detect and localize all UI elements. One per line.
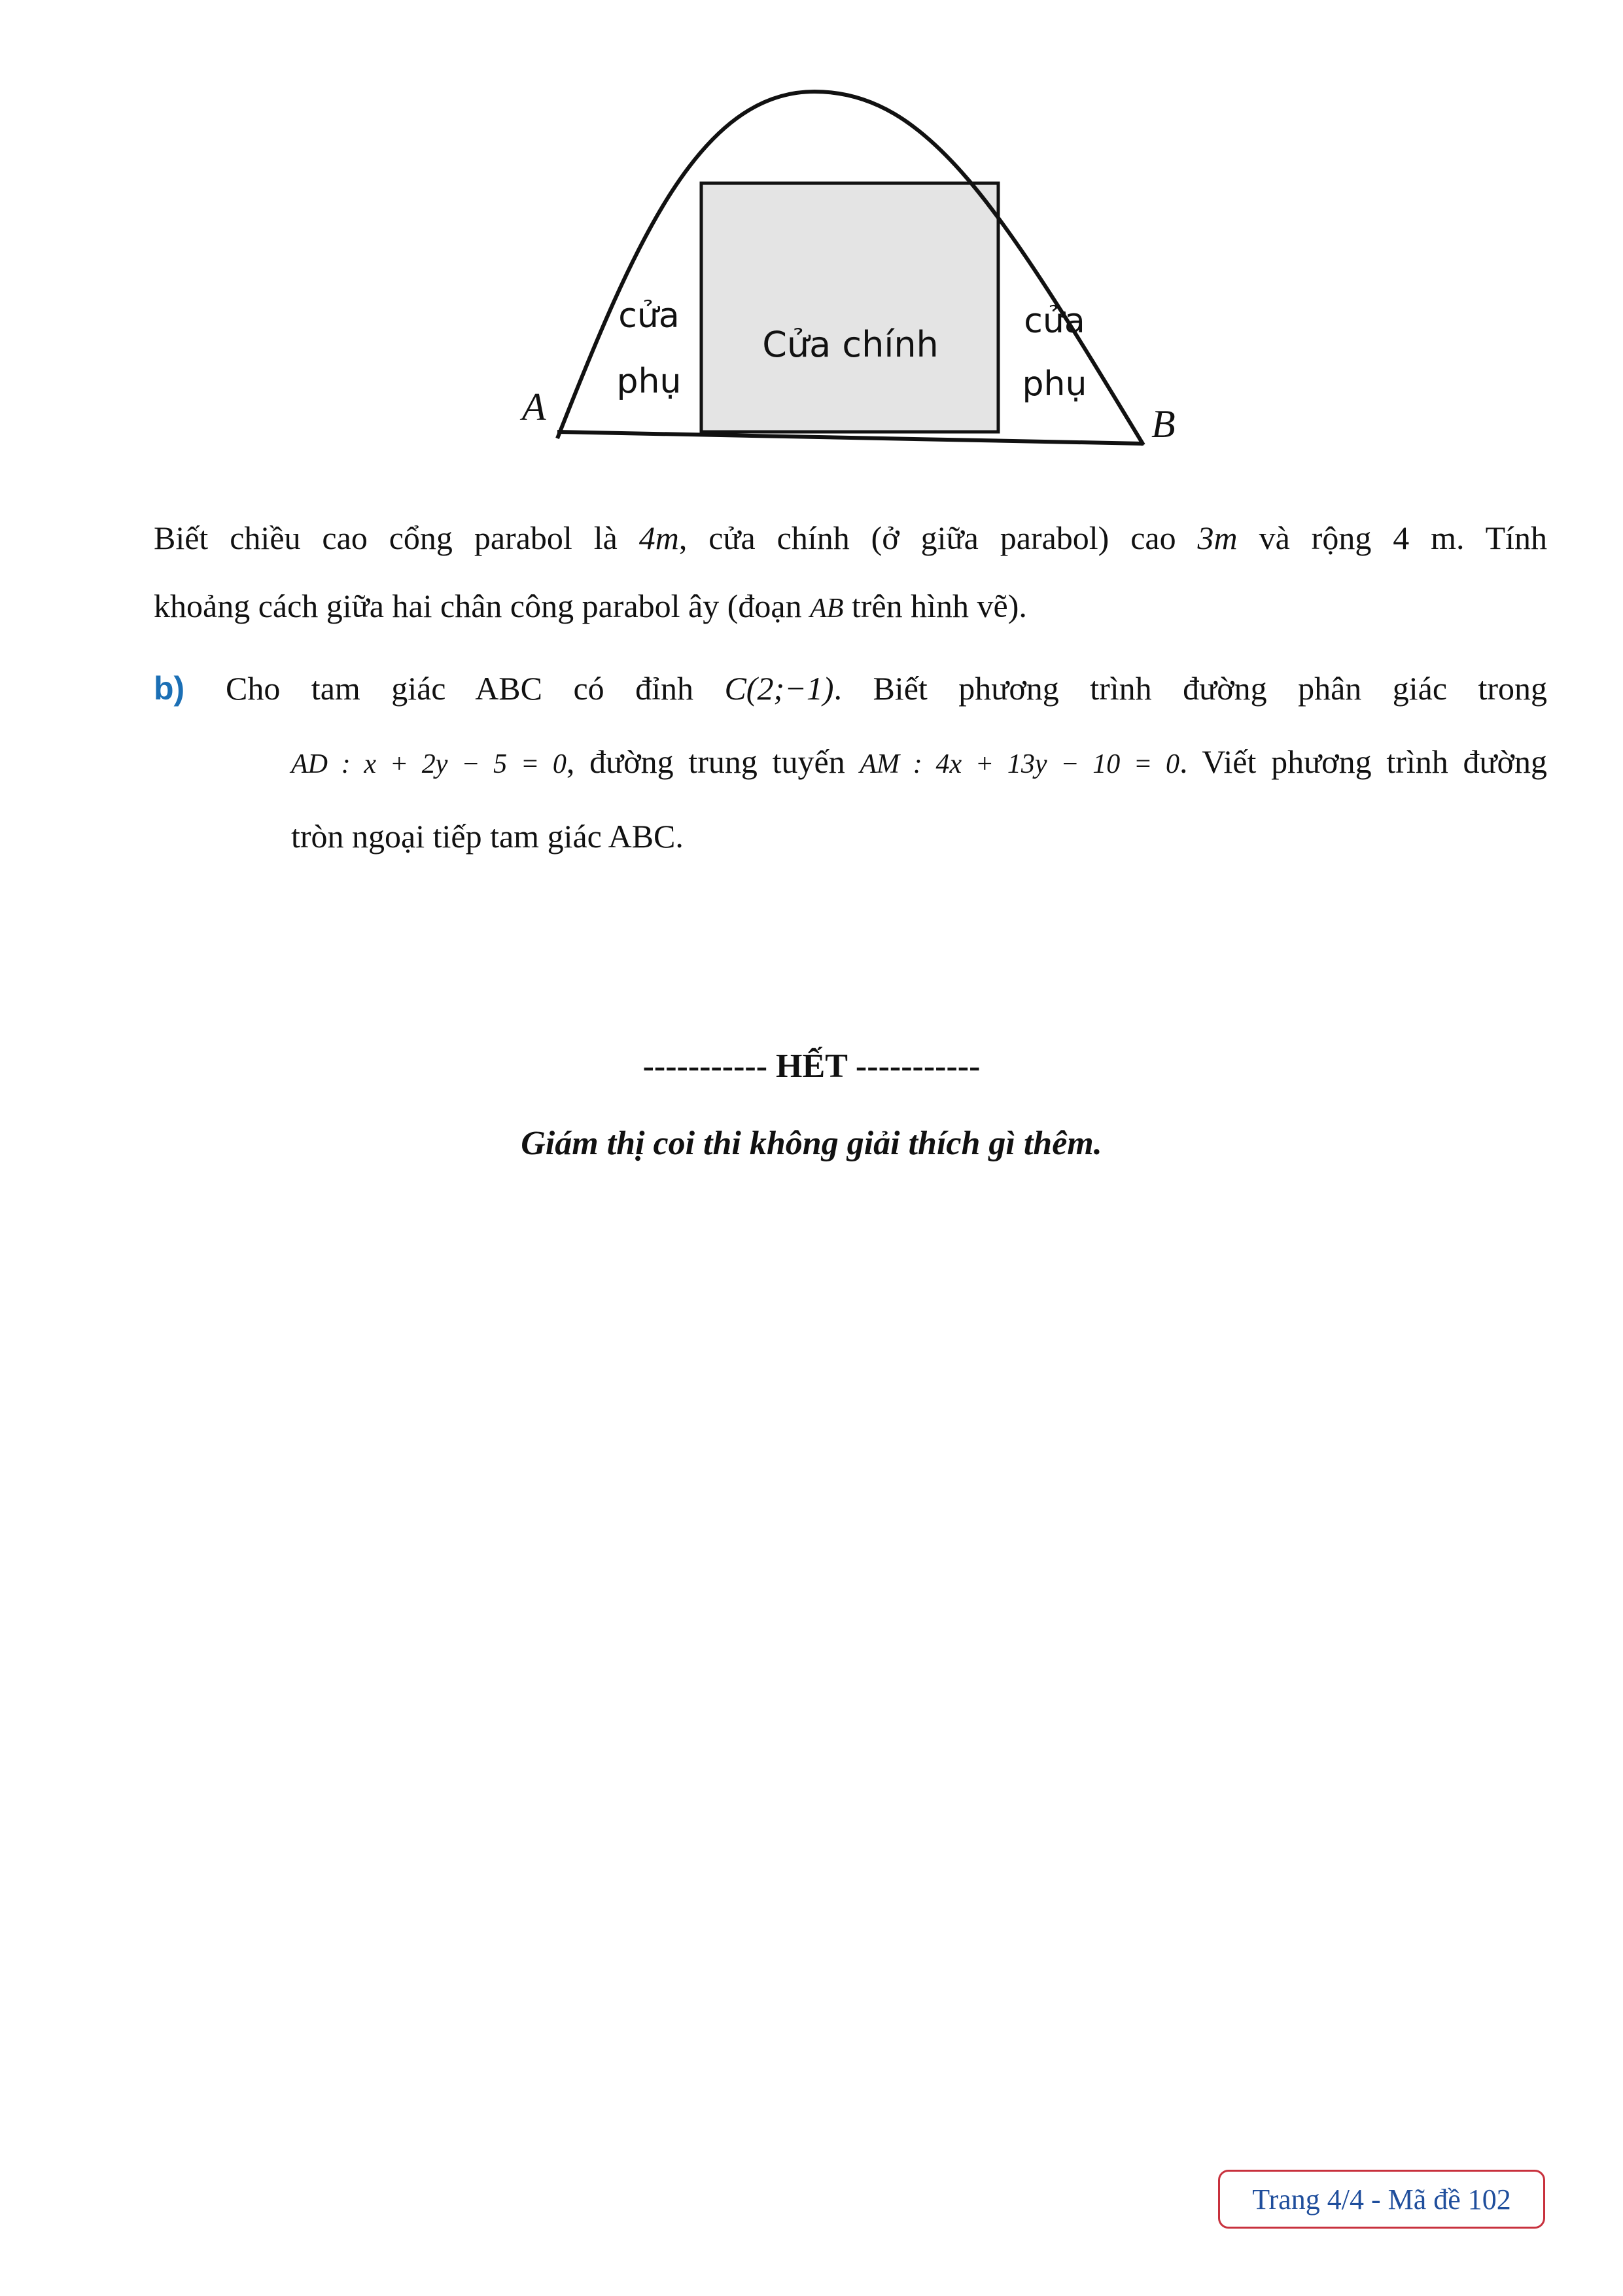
right-side-door-label-1: cửa	[1024, 302, 1085, 341]
right-side-door-label-2: phụ	[1022, 364, 1087, 404]
left-side-door-label-2: phụ	[616, 362, 682, 401]
problem-b-line-2: AD : x + 2y − 5 = 0, đường trung tuyến AM : 4x + 13y − 10 = 0. Viết phương trình đường	[291, 743, 1547, 780]
problem-a-line-1: Biết chiều cao cổng parabol là 4m, cửa chính (ở giữa parabol) cao 3m và rộng 4 m. Tính	[154, 520, 1548, 556]
parabola-gate-figure	[497, 65, 1204, 491]
problem-b-label: b)	[154, 670, 185, 707]
point-a-label: A	[522, 385, 546, 429]
page-footer-badge: Trang 4/4 - Mã đề 102	[1218, 2170, 1545, 2229]
problem-a-line-2: khoảng cách giữa hai chân công parabol ây (đoạn AB trên hình vẽ).	[154, 588, 1027, 624]
base-line	[557, 432, 1143, 444]
problem-b-line-1: b) Cho tam giác ABC có đỉnh C(2;−1). Biết phương trình đường phân giác trong	[154, 654, 1547, 722]
main-door	[701, 183, 998, 432]
parabola-gate-diagram	[497, 65, 1204, 491]
point-b-label: B	[1151, 402, 1176, 446]
main-door-label: Cửa chính	[762, 324, 939, 365]
problem-b-line-3: tròn ngoại tiếp tam giác ABC.	[291, 818, 684, 855]
left-side-door-label-1: cửa	[618, 296, 680, 336]
proctor-note: Giám thị coi thi không giải thích gì thêm.	[521, 1125, 1102, 1162]
end-marker: ----------- HẾT -----------	[642, 1048, 981, 1085]
